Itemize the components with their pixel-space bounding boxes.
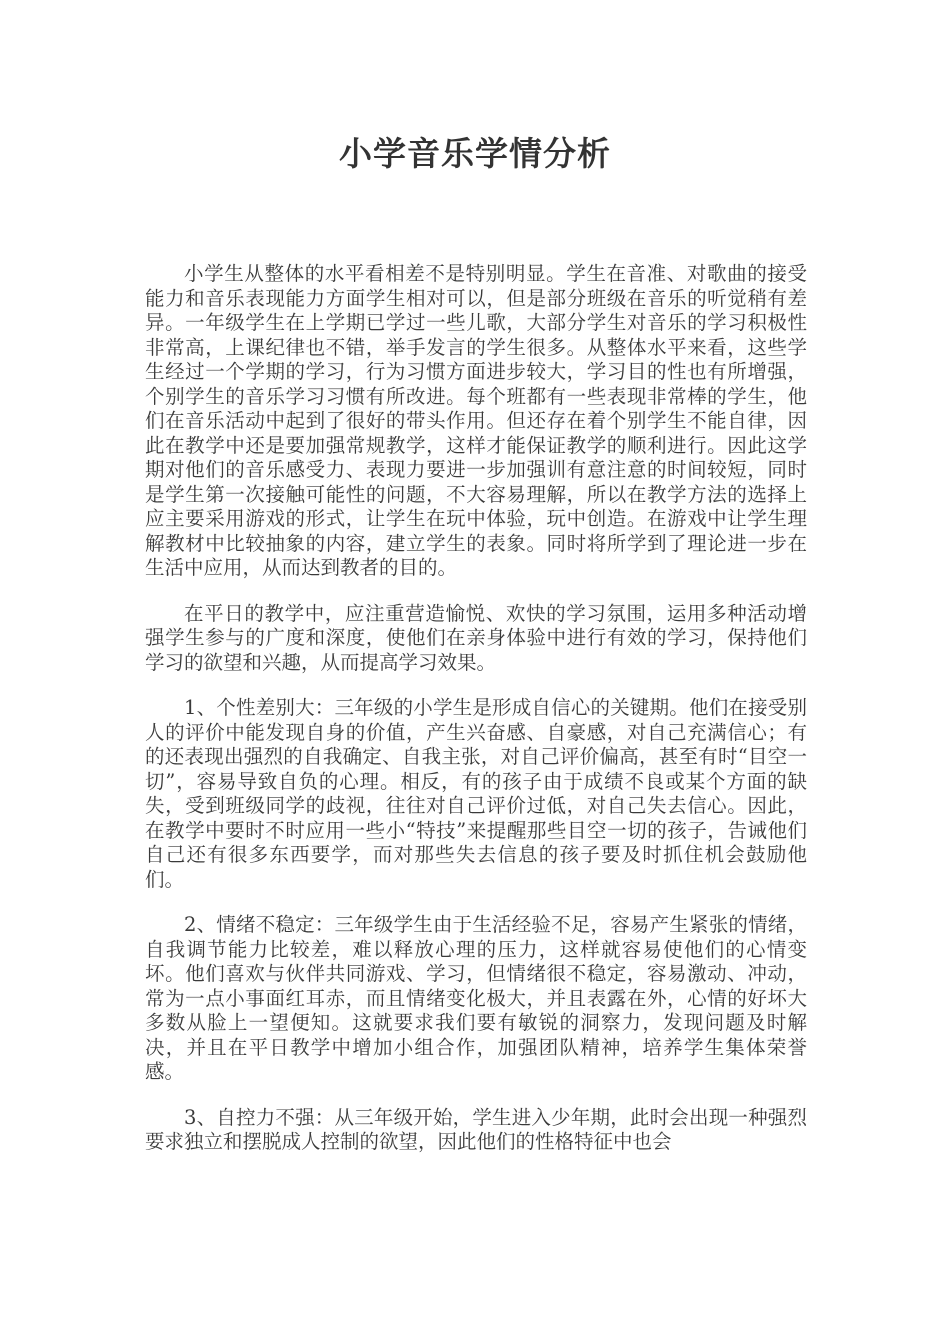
document-title: 小学音乐学情分析 <box>339 134 611 173</box>
paragraph-teaching-approach: 在平日的教学中，应注重营造愉悦、欢快的学习氛围，运用多种活动增强学生参与的广度和深度，使他们在亲身体验中进行有效的学习，保持他们学习的欲望和兴趣，从而提高学习效果。 <box>145 601 807 674</box>
paragraph-individual-differences: 1、个性差别大：三年级的小学生是形成自信心的关键期。他们在接受别人的评价中能发现自身的价值，产生兴奋感、自豪感，对自己充满信心；有的还表现出强烈的自我确定、自我主张，对自己评价偏高，甚至有时“目空一切”，容易导致自负的心理。相反，有的孩子由于成绩不良或某个方面的缺失，受到班级同学的歧视，往往对自己评价过低，对自己失去信心。因此，在教学中要时不时应用一些小“特技”来提醒那些目空一切的孩子，告诫他们自己还有很多东西要学，而对那些失去信息的孩子要及时抓住机会鼓励他们。 <box>145 696 807 891</box>
paragraph-emotional-instability: 2、情绪不稳定：三年级学生由于生活经验不足，容易产生紧张的情绪，自我调节能力比较差，难以释放心理的压力，这样就容易使他们的心情变坏。他们喜欢与伙伴共同游戏、学习，但情绪很不稳定，容易激动、冲动，常为一点小事面红耳赤，而且情绪变化极大，并且表露在外，心情的好坏大多数从脸上一望便知。这就要求我们要有敏锐的洞察力，发现问题及时解决，并且在平日教学中增加小组合作，加强团队精神，培养学生集体荣誉感。 <box>145 913 807 1083</box>
paragraph-self-control: 3、自控力不强：从三年级开始，学生进入少年期，此时会出现一种强烈要求独立和摆脱成人控制的欲望，因此他们的性格特征中也会 <box>145 1105 807 1153</box>
document-body <box>145 262 807 1176</box>
paragraph-overview: 小学生从整体的水平看相差不是特别明显。学生在音准、对歌曲的接受能力和音乐表现能力方面学生相对可以，但是部分班级在音乐的听觉稍有差异。一年级学生在上学期已学过一些儿歌，大部分学生对音乐的学习积极性非常高，上课纪律也不错，举手发言的学生很多。从整体水平来看，这些学生经过一个学期的学习，行为习惯方面进步较大，学习目的性也有所增强，个别学生的音乐学习习惯有所改进。每个班都有一些表现非常棒的学生，他们在音乐活动中起到了很好的带头作用。但还存在着个别学生不能自律，因此在教学中还是要加强常规教学，这样才能保证教学的顺利进行。因此这学期对他们的音乐感受力、表现力要进一步加强训有意注意的时间较短，同时是学生第一次接触可能性的问题，不大容易理解，所以在教学方法的选择上应主要采用游戏的形式，让学生在玩中体验，玩中创造。在游戏中让学生理解教材中比较抽象的内容，建立学生的表象。同时将所学到了理论进一步在生活中应用，从而达到教者的目的。 <box>145 262 807 579</box>
